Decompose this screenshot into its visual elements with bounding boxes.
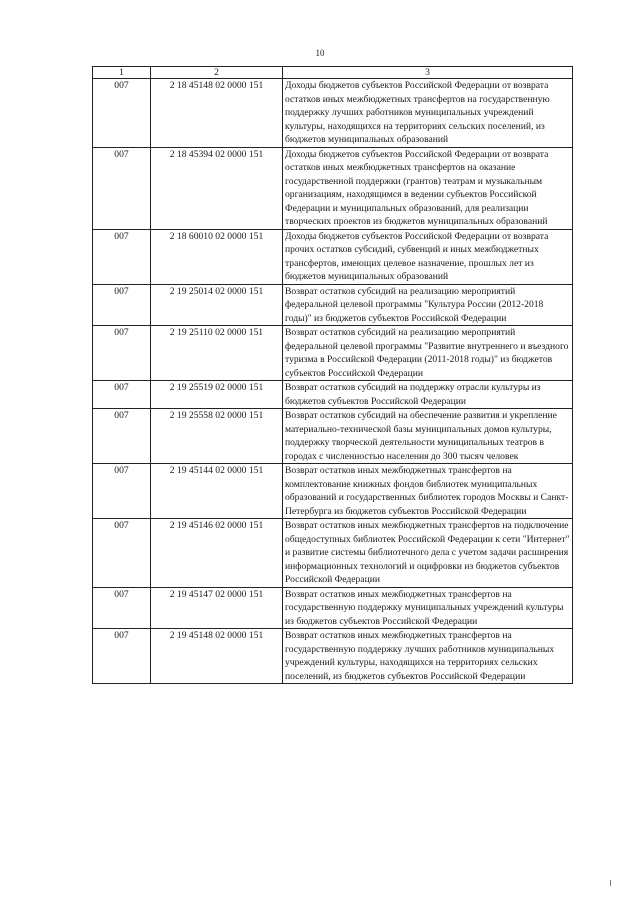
table-row (93, 79, 573, 148)
column-header-admin: 1 (93, 67, 151, 79)
budget-code-cell: 2 19 25519 02 0000 151 (151, 381, 283, 409)
budget-code-cell: 2 19 25558 02 0000 151 (151, 409, 283, 464)
column-header-code: 2 (151, 67, 283, 79)
budget-code-cell: 2 18 45148 02 0000 151 (151, 79, 283, 148)
admin-code-cell: 007 (93, 326, 151, 381)
admin-code-cell: 007 (93, 381, 151, 409)
table-header-row (93, 67, 573, 79)
page-number: 10 (315, 48, 325, 58)
admin-code-cell: 007 (93, 587, 151, 629)
budget-code-cell: 2 19 25014 02 0000 151 (151, 284, 283, 326)
description-cell: Доходы бюджетов субъектов Российской Федерации от возврата остатков иных межбюджетных трансфертов на оказание государственной поддержки (грантов) театрам и музыкальным организациям, находящимся в ведении субъектов Российской Федерации и муниципальных образований, для реализации творческих проектов из бюджетов муниципальных образований (283, 147, 573, 229)
admin-code-cell: 007 (93, 519, 151, 588)
admin-code-cell: 007 (93, 629, 151, 684)
admin-code-cell: 007 (93, 464, 151, 519)
description-cell: Доходы бюджетов субъектов Российской Федерации от возврата остатков иных межбюджетных трансфертов на государственную поддержку лучших работников муниципальных учреждений культуры, находящихся на территориях сельских поселений, из бюджетов муниципальных образований (283, 79, 573, 148)
table-row (93, 229, 573, 284)
budget-code-cell: 2 18 45394 02 0000 151 (151, 147, 283, 229)
description-cell: Возврат остатков иных межбюджетных трансфертов на подключение общедоступных библиотек Российской Федерации к сети "Интернет" и развитие системы библиотечного дела с учетом задачи расширения информационных технологий и оцифровки из бюджетов субъектов Российской Федерации (283, 519, 573, 588)
table-row (93, 519, 573, 588)
scan-mark (610, 880, 611, 886)
admin-code-cell: 007 (93, 409, 151, 464)
budget-code-cell: 2 19 45146 02 0000 151 (151, 519, 283, 588)
description-cell: Доходы бюджетов субъектов Российской Федерации от возврата прочих остатков субсидий, субвенций и иных межбюджетных трансфертов, имеющих целевое назначение, прошлых лет из бюджетов муниципальных образований (283, 229, 573, 284)
table-row (93, 587, 573, 629)
column-header-description: 3 (283, 67, 573, 79)
admin-code-cell: 007 (93, 147, 151, 229)
table-row (93, 284, 573, 326)
table-row (93, 629, 573, 684)
description-cell: Возврат остатков иных межбюджетных трансфертов на комплектование книжных фондов библиотек муниципальных образований и государственных библиотек городов Москвы и Санкт-Петербурга из бюджетов субъектов Российской Федерации (283, 464, 573, 519)
table-row (93, 409, 573, 464)
description-cell: Возврат остатков субсидий на поддержку отрасли культуры из бюджетов субъектов Российской Федерации (283, 381, 573, 409)
admin-code-cell: 007 (93, 79, 151, 148)
table-row (93, 464, 573, 519)
description-cell: Возврат остатков субсидий на обеспечение развития и укрепление материально-технической базы муниципальных домов культуры, поддержку творческой деятельности муниципальных театров в городах с численностью населения до 300 тысяч человек (283, 409, 573, 464)
budget-code-cell: 2 18 60010 02 0000 151 (151, 229, 283, 284)
description-cell: Возврат остатков субсидий на реализацию мероприятий федеральной целевой программы "Развитие внутреннего и въездного туризма в Российской Федерации (2011-2018 годы)" из бюджетов субъектов Российской Федерации (283, 326, 573, 381)
admin-code-cell: 007 (93, 229, 151, 284)
table-row (93, 326, 573, 381)
table-row (93, 147, 573, 229)
description-cell: Возврат остатков субсидий на реализацию мероприятий федеральной целевой программы "Культура России (2012-2018 годы)" из бюджетов субъектов Российской Федерации (283, 284, 573, 326)
admin-code-cell: 007 (93, 284, 151, 326)
table-row (93, 381, 573, 409)
description-cell: Возврат остатков иных межбюджетных трансфертов на государственную поддержку муниципальных учреждений культуры из бюджетов субъектов Российской Федерации (283, 587, 573, 629)
budget-code-cell: 2 19 45144 02 0000 151 (151, 464, 283, 519)
budget-code-cell: 2 19 25110 02 0000 151 (151, 326, 283, 381)
budget-code-cell: 2 19 45147 02 0000 151 (151, 587, 283, 629)
description-cell: Возврат остатков иных межбюджетных трансфертов на государственную поддержку лучших работников муниципальных учреждений культуры, находящихся на территориях сельских поселений, из бюджетов субъектов Российской Федерации (283, 629, 573, 684)
revenue-codes-table (92, 66, 573, 684)
budget-code-cell: 2 19 45148 02 0000 151 (151, 629, 283, 684)
